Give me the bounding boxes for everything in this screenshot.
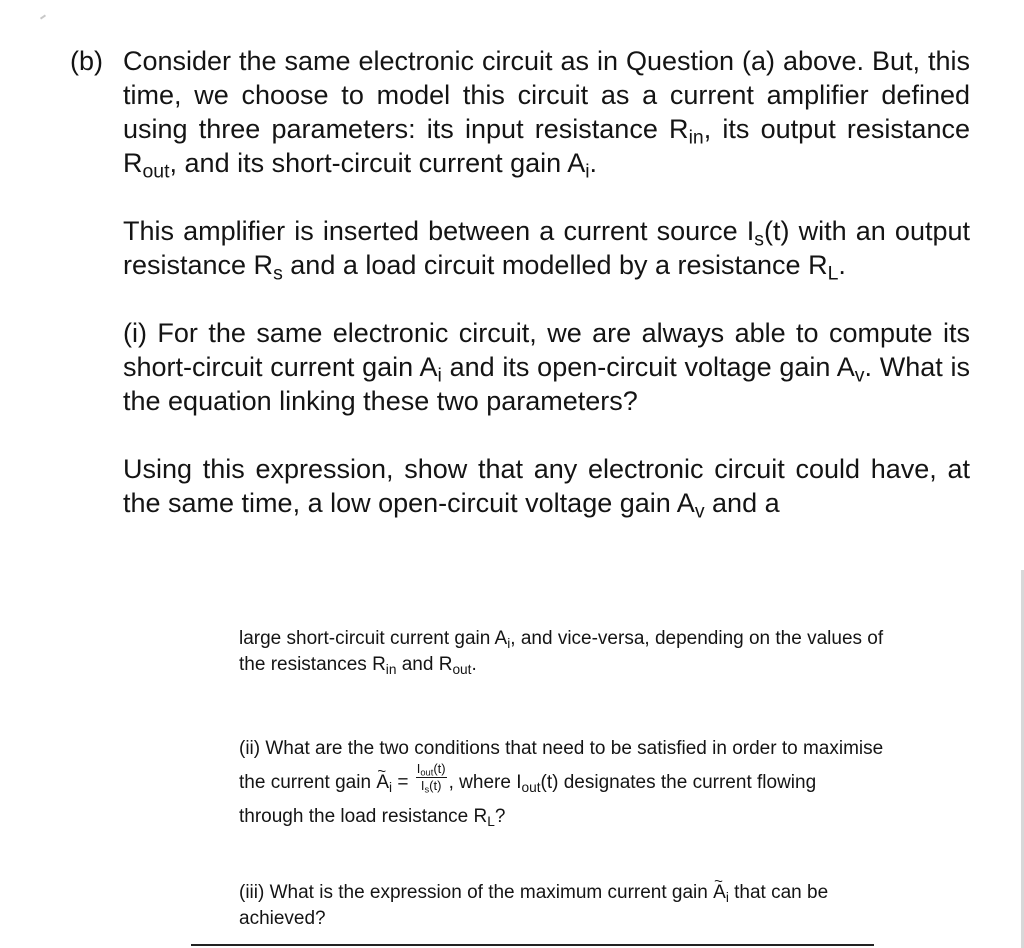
continuation-paragraph: large short-circuit current gain $A_i$, and vice-versa, depending on the values of the resistances $R_{in}$ and $R_{out}$. bbox=[239, 628, 884, 677]
fraction-numerator: $I_{out}(t)$ bbox=[416, 761, 446, 779]
gain-symbol: ~ A bbox=[713, 880, 726, 906]
gain-fraction bbox=[416, 761, 447, 796]
continuation-section bbox=[239, 626, 885, 932]
scan-speck bbox=[40, 14, 46, 19]
question-ii-paragraph: (ii) What are the two conditions that need to be satisfied in order to maximise the current gain ~ $A_i$ = $\frac{I_{out}(t)}{I_s(t)}$ , where $I_{out}(t)$ designates the current flowing through the load resistance $R_L$? bbox=[239, 732, 885, 834]
question-b-body bbox=[123, 44, 971, 523]
gain-symbol: ~ A bbox=[376, 766, 389, 800]
question-i-paragraph: (i) For the same electronic circuit, we are always able to compute its short-circuit current gain $A_i$ and its open-circuit voltage gain $A_v$. What is the equation linking these two parameters? bbox=[123, 318, 971, 416]
expression-paragraph: Using this expression, show that any electronic circuit could have, at the same time, a low open-circuit voltage gain $A_v$ and a bbox=[123, 454, 970, 523]
question-iii-paragraph: (iii) What is the expression of the maximum current gain ~ $A_i$ that can be achieved? bbox=[239, 880, 885, 932]
fraction-denominator: $I_s(t)$ bbox=[420, 778, 442, 796]
question-b-label: (b) bbox=[70, 46, 103, 76]
setup-paragraph: This amplifier is inserted between a current source $I_s(t)$ with an output resistance $R_s$ and a load circuit modelled by a resistance $R_L$. bbox=[123, 216, 970, 285]
page-bottom-rule bbox=[191, 944, 874, 946]
model-description-paragraph: Consider the same electronic circuit as in Question (a) above. But, this time, we choose to model this circuit as a current amplifier defined using three parameters: its input resistance $R_{in}$, its output resistance $R_{out}$, and its short-circuit current gain $A_i$. bbox=[123, 46, 970, 183]
